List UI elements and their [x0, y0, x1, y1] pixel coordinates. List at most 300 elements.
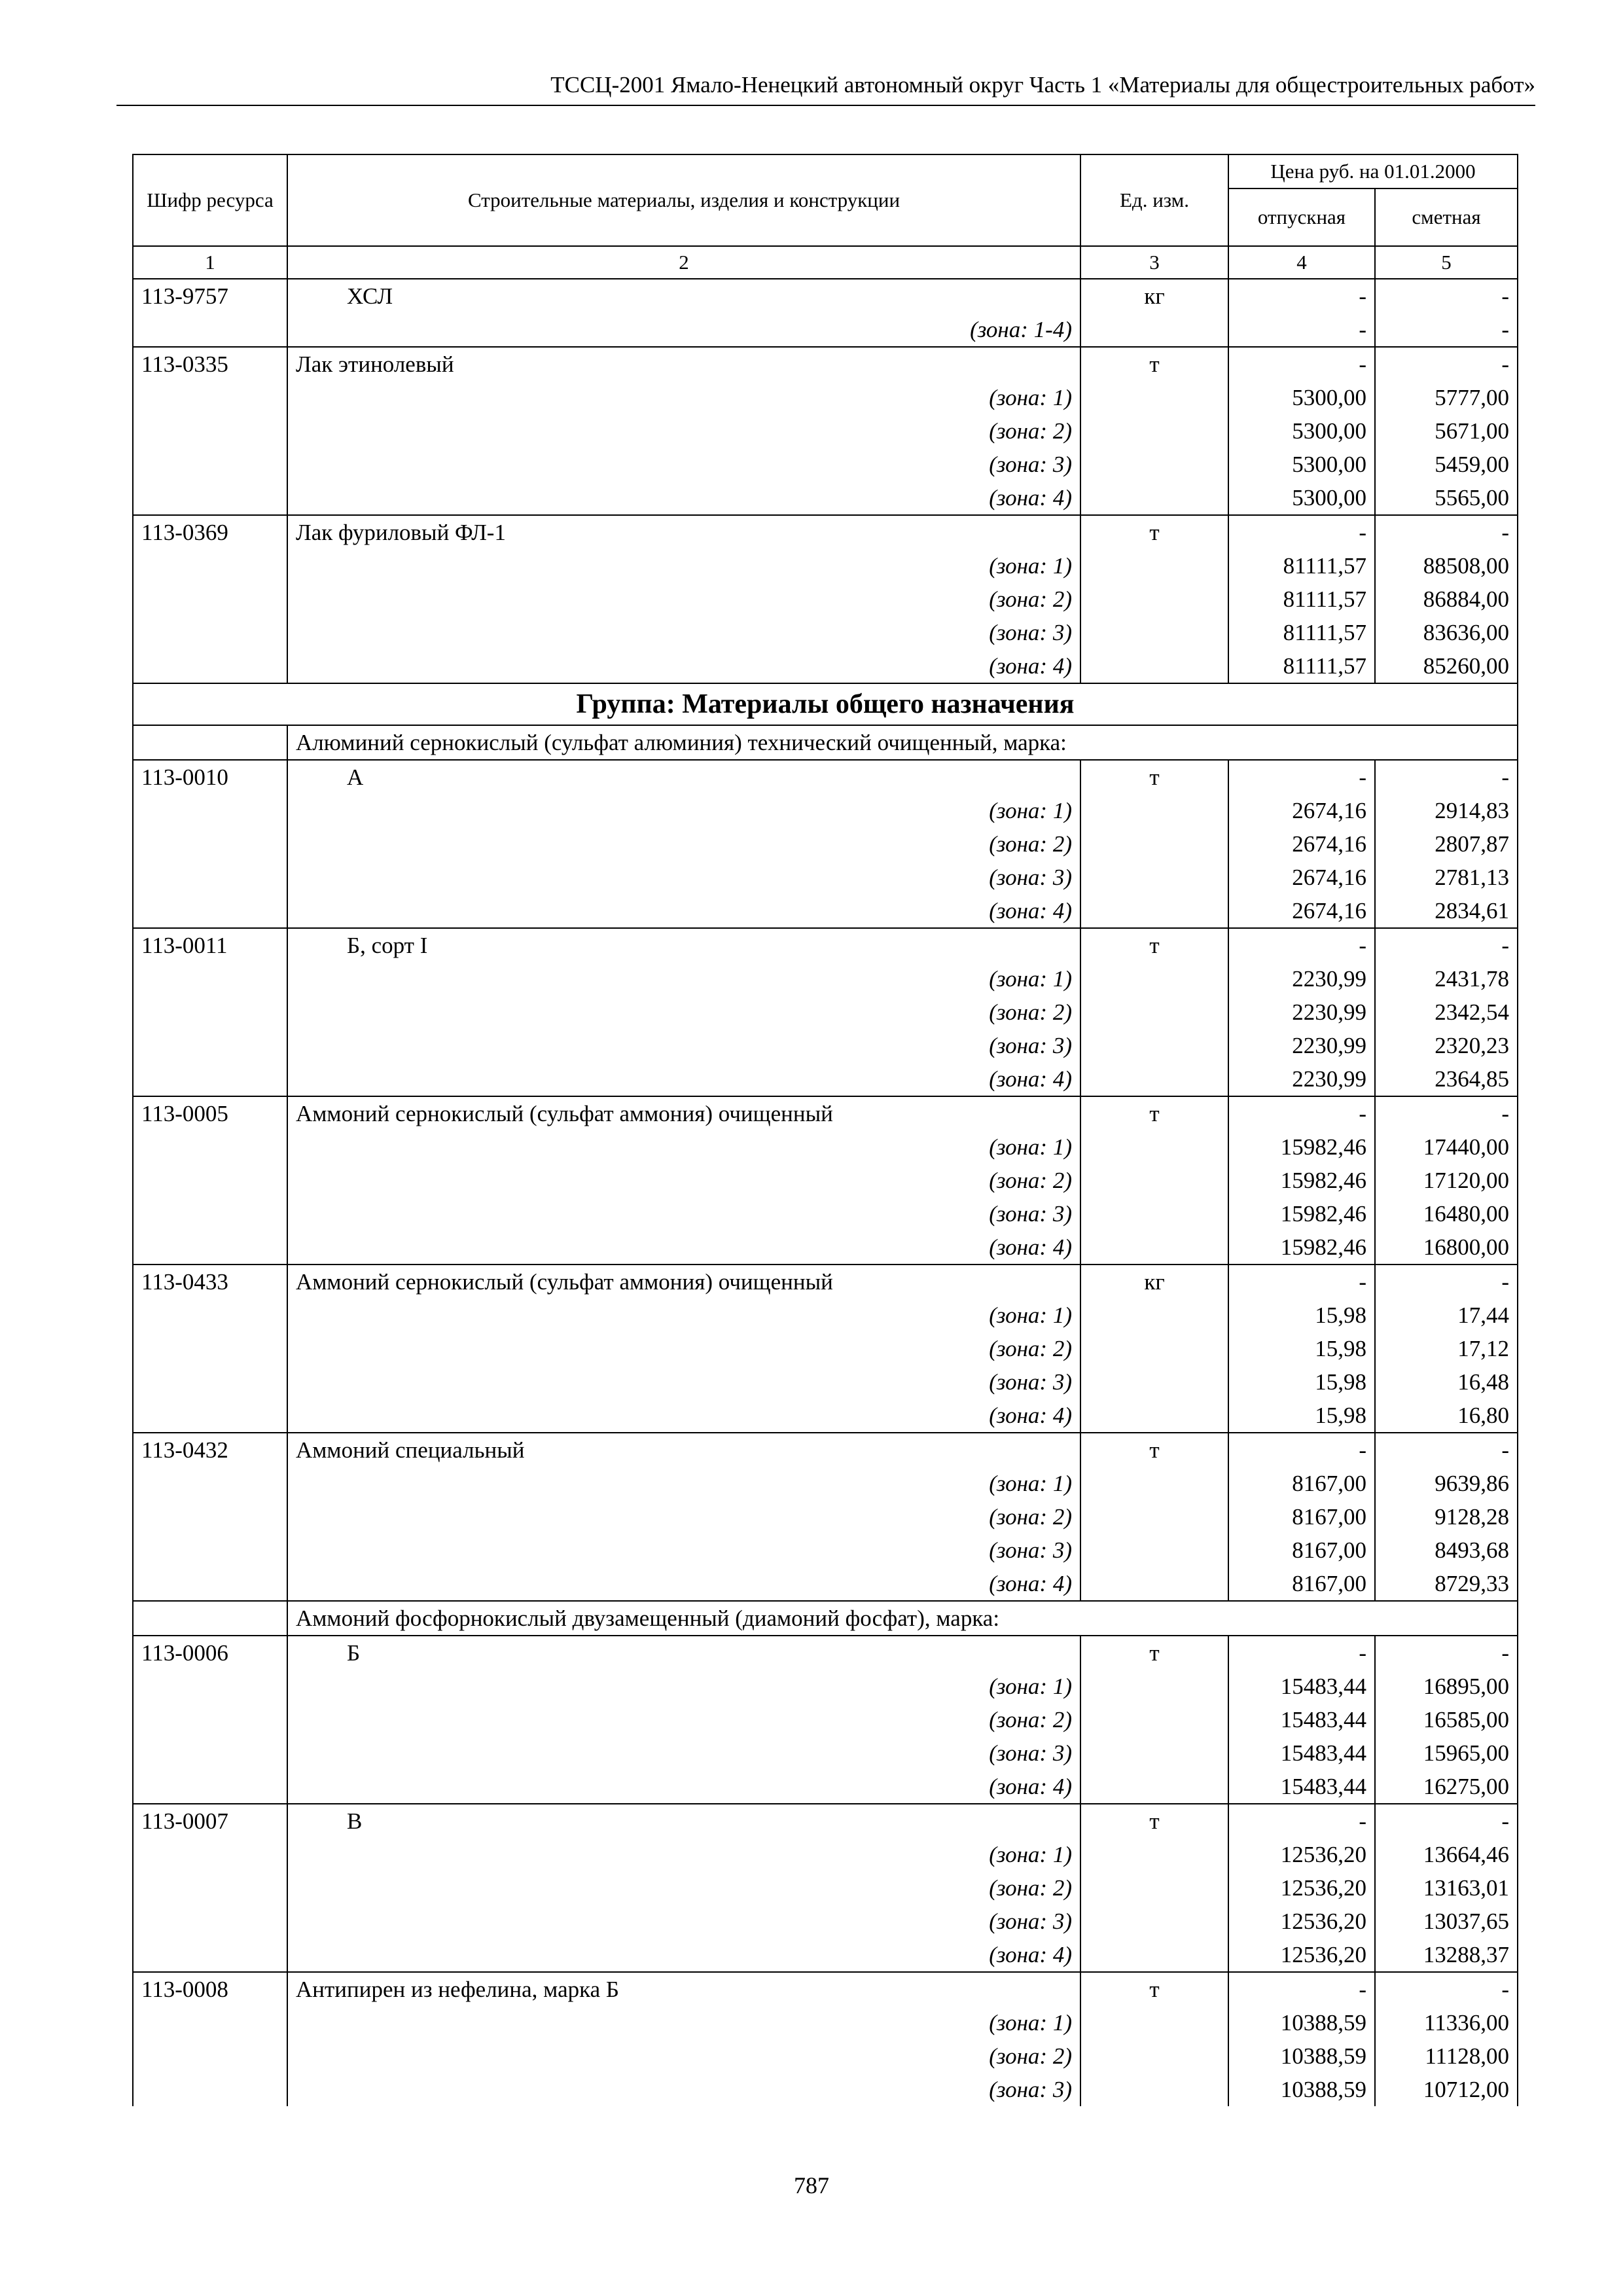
estimate-price: -	[1375, 1433, 1518, 1467]
empty-unit-cell	[1080, 381, 1228, 414]
material-name: Аммоний специальный	[287, 1433, 1080, 1467]
material-name: А	[287, 760, 1080, 794]
estimate-price: 13037,65	[1375, 1905, 1518, 1938]
empty-unit-cell	[1080, 1534, 1228, 1567]
zone-row	[133, 962, 1518, 996]
resource-code: 113-0433	[133, 1265, 287, 1299]
subhead-row	[133, 725, 1518, 760]
release-price: -	[1228, 1804, 1375, 1838]
empty-unit-cell	[1080, 2039, 1228, 2073]
zone-label: (зона: 2)	[287, 1164, 1080, 1197]
table-body-aluminium	[133, 760, 1518, 1601]
empty-unit-cell	[1080, 1029, 1228, 1062]
empty-unit-cell	[1080, 1938, 1228, 1972]
estimate-price: 83636,00	[1375, 616, 1518, 649]
estimate-price: 2364,85	[1375, 1062, 1518, 1096]
empty-code-cell	[133, 583, 287, 616]
estimate-price: 86884,00	[1375, 583, 1518, 616]
zone-label: (зона: 1)	[287, 381, 1080, 414]
unit-cell: т	[1080, 1804, 1228, 1838]
zone-row	[133, 381, 1518, 414]
estimate-price: 2807,87	[1375, 827, 1518, 861]
empty-unit-cell	[1080, 1770, 1228, 1804]
estimate-price: 17,44	[1375, 1299, 1518, 1332]
release-price: 10388,59	[1228, 2039, 1375, 2073]
zone-label: (зона: 1-4)	[287, 313, 1080, 347]
empty-code-cell	[133, 1736, 287, 1770]
empty-unit-cell	[1080, 1670, 1228, 1703]
empty-unit-cell	[1080, 1197, 1228, 1230]
zone-label: (зона: 1)	[287, 962, 1080, 996]
release-price: 2674,16	[1228, 894, 1375, 928]
zone-label: (зона: 1)	[287, 549, 1080, 583]
release-price: -	[1228, 313, 1375, 347]
release-price: 15,98	[1228, 1365, 1375, 1399]
estimate-price: 13288,37	[1375, 1938, 1518, 1972]
zone-row	[133, 2073, 1518, 2106]
release-price: 12536,20	[1228, 1838, 1375, 1871]
zone-label: (зона: 1)	[287, 794, 1080, 827]
zone-row	[133, 448, 1518, 481]
zone-label: (зона: 1)	[287, 2006, 1080, 2039]
zone-label: (зона: 4)	[287, 894, 1080, 928]
zone-label: (зона: 2)	[287, 1332, 1080, 1365]
estimate-price: -	[1375, 1804, 1518, 1838]
release-price: 5300,00	[1228, 381, 1375, 414]
release-price: 10388,59	[1228, 2073, 1375, 2106]
empty-code-cell	[133, 962, 287, 996]
estimate-price: -	[1375, 1265, 1518, 1299]
material-name: В	[287, 1804, 1080, 1838]
zone-row	[133, 1838, 1518, 1871]
release-price: 15483,44	[1228, 1736, 1375, 1770]
release-price: 12536,20	[1228, 1871, 1375, 1905]
unit-cell: т	[1080, 347, 1228, 381]
empty-code-cell	[133, 1905, 287, 1938]
table-row	[133, 1433, 1518, 1467]
table-row	[133, 1972, 1518, 2006]
zone-label: (зона: 4)	[287, 481, 1080, 515]
empty-unit-cell	[1080, 794, 1228, 827]
subhead-section	[133, 1601, 1518, 1636]
empty-unit-cell	[1080, 1399, 1228, 1433]
estimate-price: 17,12	[1375, 1332, 1518, 1365]
empty-code-cell	[133, 1770, 287, 1804]
resource-code: 113-0011	[133, 928, 287, 962]
zone-row	[133, 894, 1518, 928]
estimate-price: 16275,00	[1375, 1770, 1518, 1804]
unit-cell: кг	[1080, 1265, 1228, 1299]
header-estimate-price: сметная	[1375, 188, 1518, 246]
zone-row	[133, 1029, 1518, 1062]
empty-unit-cell	[1080, 2006, 1228, 2039]
zone-label: (зона: 3)	[287, 1365, 1080, 1399]
estimate-price: 8493,68	[1375, 1534, 1518, 1567]
resource-code: 113-0335	[133, 347, 287, 381]
zone-row	[133, 1670, 1518, 1703]
zone-row	[133, 996, 1518, 1029]
zone-row	[133, 1938, 1518, 1972]
zone-label: (зона: 2)	[287, 996, 1080, 1029]
zone-row	[133, 1230, 1518, 1265]
empty-code-cell	[133, 414, 287, 448]
subhead-code-cell	[133, 1601, 287, 1636]
empty-unit-cell	[1080, 2073, 1228, 2106]
estimate-price: 17120,00	[1375, 1164, 1518, 1197]
material-name: Аммоний сернокислый (сульфат аммония) очищенный	[287, 1096, 1080, 1130]
estimate-price: 2320,23	[1375, 1029, 1518, 1062]
empty-code-cell	[133, 894, 287, 928]
empty-code-cell	[133, 2006, 287, 2039]
zone-label: (зона: 3)	[287, 1736, 1080, 1770]
estimate-price: 88508,00	[1375, 549, 1518, 583]
unit-cell: т	[1080, 1096, 1228, 1130]
empty-unit-cell	[1080, 1062, 1228, 1096]
estimate-price: 5671,00	[1375, 414, 1518, 448]
estimate-price: 16895,00	[1375, 1670, 1518, 1703]
estimate-price: 85260,00	[1375, 649, 1518, 683]
empty-code-cell	[133, 1871, 287, 1905]
resource-code: 113-0010	[133, 760, 287, 794]
empty-unit-cell	[1080, 1871, 1228, 1905]
zone-label: (зона: 4)	[287, 1567, 1080, 1601]
empty-unit-cell	[1080, 1736, 1228, 1770]
group-section	[133, 683, 1518, 760]
release-price: 15982,46	[1228, 1230, 1375, 1265]
estimate-price: 16585,00	[1375, 1703, 1518, 1736]
zone-row	[133, 1500, 1518, 1534]
zone-row	[133, 1399, 1518, 1433]
zone-label: (зона: 4)	[287, 649, 1080, 683]
estimate-price: 16,48	[1375, 1365, 1518, 1399]
release-price: 5300,00	[1228, 448, 1375, 481]
release-price: -	[1228, 279, 1375, 313]
empty-unit-cell	[1080, 1467, 1228, 1500]
zone-label: (зона: 3)	[287, 2073, 1080, 2106]
table-row	[133, 1804, 1518, 1838]
empty-code-cell	[133, 1500, 287, 1534]
release-price: -	[1228, 515, 1375, 549]
empty-code-cell	[133, 1838, 287, 1871]
subhead-row	[133, 1601, 1518, 1636]
unit-cell: т	[1080, 1972, 1228, 2006]
release-price: 81111,57	[1228, 649, 1375, 683]
empty-unit-cell	[1080, 414, 1228, 448]
estimate-price: 11336,00	[1375, 2006, 1518, 2039]
empty-code-cell	[133, 794, 287, 827]
unit-cell: т	[1080, 928, 1228, 962]
unit-cell: т	[1080, 1433, 1228, 1467]
resource-code: 113-0432	[133, 1433, 287, 1467]
empty-code-cell	[133, 861, 287, 894]
empty-code-cell	[133, 1938, 287, 1972]
material-name: ХСЛ	[287, 279, 1080, 313]
estimate-price: 8729,33	[1375, 1567, 1518, 1601]
zone-label: (зона: 4)	[287, 1770, 1080, 1804]
estimate-price: -	[1375, 1972, 1518, 2006]
empty-unit-cell	[1080, 827, 1228, 861]
empty-code-cell	[133, 1299, 287, 1332]
empty-unit-cell	[1080, 894, 1228, 928]
zone-label: (зона: 3)	[287, 1534, 1080, 1567]
column-number: 4	[1228, 246, 1375, 279]
resource-code: 113-0006	[133, 1636, 287, 1670]
zone-row	[133, 1871, 1518, 1905]
estimate-price: 15965,00	[1375, 1736, 1518, 1770]
estimate-price: 10712,00	[1375, 2073, 1518, 2106]
release-price: 15982,46	[1228, 1197, 1375, 1230]
empty-unit-cell	[1080, 1164, 1228, 1197]
zone-label: (зона: 2)	[287, 414, 1080, 448]
estimate-price: 11128,00	[1375, 2039, 1518, 2073]
empty-unit-cell	[1080, 1130, 1228, 1164]
estimate-price: -	[1375, 1096, 1518, 1130]
estimate-price: -	[1375, 760, 1518, 794]
estimate-price: 16,80	[1375, 1399, 1518, 1433]
zone-label: (зона: 4)	[287, 1399, 1080, 1433]
table-header	[133, 154, 1518, 279]
zone-row	[133, 1534, 1518, 1567]
release-price: 5300,00	[1228, 414, 1375, 448]
empty-unit-cell	[1080, 996, 1228, 1029]
zone-label: (зона: 1)	[287, 1838, 1080, 1871]
estimate-price: 9639,86	[1375, 1467, 1518, 1500]
empty-unit-cell	[1080, 1838, 1228, 1871]
table-row	[133, 279, 1518, 313]
zone-row	[133, 861, 1518, 894]
material-name: Лак фуриловый ФЛ-1	[287, 515, 1080, 549]
release-price: 2230,99	[1228, 1062, 1375, 1096]
empty-unit-cell	[1080, 1703, 1228, 1736]
estimate-price: 2834,61	[1375, 894, 1518, 928]
estimate-price: 5459,00	[1375, 448, 1518, 481]
zone-row	[133, 1905, 1518, 1938]
unit-cell: т	[1080, 515, 1228, 549]
empty-code-cell	[133, 616, 287, 649]
table-row	[133, 760, 1518, 794]
empty-code-cell	[133, 1164, 287, 1197]
page-number: 787	[794, 2172, 829, 2198]
zone-row	[133, 583, 1518, 616]
zone-label: (зона: 1)	[287, 1670, 1080, 1703]
subhead-aluminium: Алюминий сернокислый (сульфат алюминия) технический очищенный, марка:	[287, 725, 1518, 760]
zone-label: (зона: 3)	[287, 1197, 1080, 1230]
zone-label: (зона: 4)	[287, 1230, 1080, 1265]
release-price: 2674,16	[1228, 794, 1375, 827]
release-price: 8167,00	[1228, 1534, 1375, 1567]
table-row	[133, 928, 1518, 962]
header-name: Строительные материалы, изделия и конструкции	[287, 154, 1080, 246]
empty-unit-cell	[1080, 549, 1228, 583]
empty-code-cell	[133, 2073, 287, 2106]
zone-row	[133, 2039, 1518, 2073]
empty-unit-cell	[1080, 448, 1228, 481]
release-price: 12536,20	[1228, 1938, 1375, 1972]
zone-label: (зона: 2)	[287, 1871, 1080, 1905]
estimate-price: 17440,00	[1375, 1130, 1518, 1164]
estimate-price: 5565,00	[1375, 481, 1518, 515]
zone-row	[133, 1770, 1518, 1804]
empty-unit-cell	[1080, 616, 1228, 649]
column-number: 2	[287, 246, 1080, 279]
estimate-price: 9128,28	[1375, 1500, 1518, 1534]
release-price: 2230,99	[1228, 996, 1375, 1029]
zone-row	[133, 481, 1518, 515]
zone-label: (зона: 4)	[287, 1938, 1080, 1972]
estimate-price: 2431,78	[1375, 962, 1518, 996]
empty-code-cell	[133, 1467, 287, 1500]
zone-label: (зона: 2)	[287, 827, 1080, 861]
estimate-price: 5777,00	[1375, 381, 1518, 414]
group-row	[133, 683, 1518, 725]
zone-label: (зона: 2)	[287, 2039, 1080, 2073]
unit-cell: кг	[1080, 279, 1228, 313]
empty-code-cell	[133, 1062, 287, 1096]
estimate-price: -	[1375, 279, 1518, 313]
table-body-before-group	[133, 279, 1518, 683]
table-row	[133, 1636, 1518, 1670]
zone-row	[133, 649, 1518, 683]
subhead-diammonium: Аммоний фосфорнокислый двузамещенный (диамоний фосфат), марка:	[287, 1601, 1518, 1636]
header-code: Шифр ресурса	[133, 154, 287, 246]
header-price-group: Цена руб. на 01.01.2000	[1228, 154, 1518, 188]
empty-code-cell	[133, 1567, 287, 1601]
table-row	[133, 1265, 1518, 1299]
empty-code-cell	[133, 448, 287, 481]
release-price: 15,98	[1228, 1332, 1375, 1365]
zone-label: (зона: 2)	[287, 1500, 1080, 1534]
release-price: 2674,16	[1228, 861, 1375, 894]
release-price: 15483,44	[1228, 1670, 1375, 1703]
zone-label: (зона: 3)	[287, 861, 1080, 894]
estimate-price: 16480,00	[1375, 1197, 1518, 1230]
zone-row	[133, 1197, 1518, 1230]
estimate-price: -	[1375, 1636, 1518, 1670]
empty-code-cell	[133, 1197, 287, 1230]
empty-code-cell	[133, 1130, 287, 1164]
subhead-code-cell	[133, 725, 287, 760]
empty-unit-cell	[1080, 1299, 1228, 1332]
zone-label: (зона: 1)	[287, 1467, 1080, 1500]
material-name: Аммоний сернокислый (сульфат аммония) очищенный	[287, 1265, 1080, 1299]
zone-label: (зона: 2)	[287, 1703, 1080, 1736]
release-price: -	[1228, 1972, 1375, 2006]
group-title: Группа: Материалы общего назначения	[133, 683, 1518, 725]
estimate-price: 2781,13	[1375, 861, 1518, 894]
release-price: -	[1228, 1265, 1375, 1299]
release-price: 15982,46	[1228, 1130, 1375, 1164]
estimate-price: 16800,00	[1375, 1230, 1518, 1265]
zone-row	[133, 1299, 1518, 1332]
empty-code-cell	[133, 996, 287, 1029]
empty-unit-cell	[1080, 649, 1228, 683]
release-price: -	[1228, 1636, 1375, 1670]
empty-code-cell	[133, 827, 287, 861]
zone-label: (зона: 1)	[287, 1299, 1080, 1332]
zone-label: (зона: 1)	[287, 1130, 1080, 1164]
empty-unit-cell	[1080, 1500, 1228, 1534]
empty-code-cell	[133, 1029, 287, 1062]
header-release-price: отпускная	[1228, 188, 1375, 246]
release-price: 8167,00	[1228, 1500, 1375, 1534]
zone-row	[133, 1736, 1518, 1770]
table-row	[133, 347, 1518, 381]
empty-code-cell	[133, 549, 287, 583]
resource-code: 113-0008	[133, 1972, 287, 2006]
release-price: -	[1228, 347, 1375, 381]
column-number: 5	[1375, 246, 1518, 279]
release-price: 5300,00	[1228, 481, 1375, 515]
header-rule	[116, 105, 1535, 106]
resource-code: 113-0005	[133, 1096, 287, 1130]
release-price: 12536,20	[1228, 1905, 1375, 1938]
header-unit: Ед. изм.	[1080, 154, 1228, 246]
resource-code: 113-0007	[133, 1804, 287, 1838]
release-price: -	[1228, 760, 1375, 794]
zone-label: (зона: 3)	[287, 1029, 1080, 1062]
empty-unit-cell	[1080, 1365, 1228, 1399]
empty-unit-cell	[1080, 962, 1228, 996]
estimate-price: -	[1375, 928, 1518, 962]
empty-code-cell	[133, 2039, 287, 2073]
empty-code-cell	[133, 1703, 287, 1736]
release-price: 2674,16	[1228, 827, 1375, 861]
estimate-price: 2342,54	[1375, 996, 1518, 1029]
material-name: Антипирен из нефелина, марка Б	[287, 1972, 1080, 2006]
empty-unit-cell	[1080, 583, 1228, 616]
empty-unit-cell	[1080, 1905, 1228, 1938]
empty-unit-cell	[1080, 1332, 1228, 1365]
zone-row	[133, 1365, 1518, 1399]
column-number: 1	[133, 246, 287, 279]
release-price: -	[1228, 1096, 1375, 1130]
zone-row	[133, 1567, 1518, 1601]
material-name: Б	[287, 1636, 1080, 1670]
resource-code: 113-0369	[133, 515, 287, 549]
release-price: 8167,00	[1228, 1567, 1375, 1601]
release-price: -	[1228, 1433, 1375, 1467]
zone-label: (зона: 3)	[287, 1905, 1080, 1938]
price-table	[132, 154, 1518, 2106]
release-price: 15483,44	[1228, 1703, 1375, 1736]
empty-unit-cell	[1080, 861, 1228, 894]
estimate-price: 13163,01	[1375, 1871, 1518, 1905]
zone-label: (зона: 3)	[287, 616, 1080, 649]
release-price: 10388,59	[1228, 2006, 1375, 2039]
estimate-price: -	[1375, 313, 1518, 347]
empty-code-cell	[133, 1365, 287, 1399]
material-name: Лак этинолевый	[287, 347, 1080, 381]
zone-row	[133, 1130, 1518, 1164]
release-price: 15982,46	[1228, 1164, 1375, 1197]
release-price: 81111,57	[1228, 549, 1375, 583]
empty-code-cell	[133, 1670, 287, 1703]
release-price: 8167,00	[1228, 1467, 1375, 1500]
column-number: 3	[1080, 246, 1228, 279]
zone-row	[133, 794, 1518, 827]
empty-code-cell	[133, 381, 287, 414]
empty-code-cell	[133, 1332, 287, 1365]
empty-code-cell	[133, 481, 287, 515]
zone-label: (зона: 2)	[287, 583, 1080, 616]
zone-row	[133, 313, 1518, 347]
release-price: 81111,57	[1228, 616, 1375, 649]
zone-label: (зона: 3)	[287, 448, 1080, 481]
zone-row	[133, 616, 1518, 649]
empty-code-cell	[133, 1534, 287, 1567]
estimate-price: 13664,46	[1375, 1838, 1518, 1871]
release-price: 2230,99	[1228, 962, 1375, 996]
